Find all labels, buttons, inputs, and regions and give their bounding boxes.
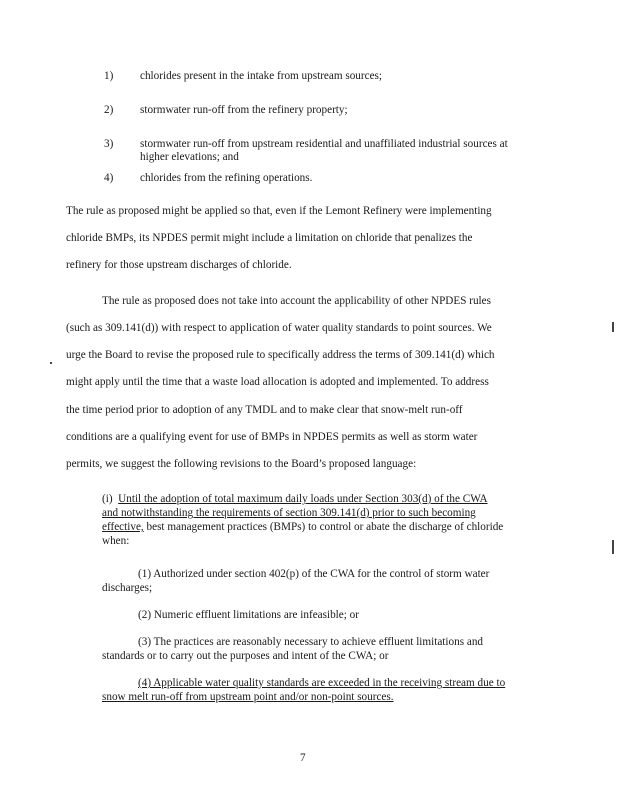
page-number: 7 [300, 752, 306, 764]
scan-artifact [612, 540, 614, 554]
list-item-4-number: 4) [104, 172, 114, 184]
list-item-3-text-line-2: higher elevations; and [140, 151, 239, 163]
clause-i-line-3-rest: best management practices (BMPs) to control or abate the discharge of chloride [143, 521, 504, 533]
paragraph-2-line-2: (such as 309.141(d)) with respect to application of water quality standards to point sources. We [66, 322, 492, 334]
scan-artifact [612, 322, 614, 332]
paragraph-1-line-2: chloride BMPs, its NPDES permit might include a limitation on chloride that penalizes the [66, 232, 473, 244]
paragraph-1-line-3: refinery for those upstream discharges of chloride. [66, 259, 292, 271]
clause-i-inserted-text-3: effective, [102, 521, 144, 533]
clause-i-line-1 [102, 493, 488, 506]
clause-i-label: (i) [102, 493, 113, 505]
list-item-3-text-line-1: stormwater run-off from upstream residential and unaffiliated industrial sources at [140, 138, 508, 150]
clause-i-line-3 [102, 521, 503, 534]
clause-4-line-2: snow melt run-off from upstream point and/or non-point sources. [102, 691, 394, 703]
clause-1-line-2: discharges; [102, 582, 153, 594]
paragraph-2-line-1: The rule as proposed does not take into account the applicability of other NPDES rules [102, 295, 491, 307]
clause-i-inserted-text-1: Until the adoption of total maximum daily loads under Section 303(d) of the CWA [118, 493, 488, 505]
clause-3-line-1: (3) The practices are reasonably necessary to achieve effluent limitations and [138, 636, 484, 648]
paragraph-2-line-4: might apply until the time that a waste load allocation is adopted and implemented. To address [66, 376, 489, 388]
list-item-1-text: chlorides present in the intake from upstream sources; [140, 70, 383, 82]
paragraph-2-line-3: urge the Board to revise the proposed rule to specifically address the terms of 309.141(d) which [66, 349, 495, 361]
clause-2: (2) Numeric effluent limitations are infeasible; or [138, 609, 359, 621]
clause-i-line-4: when: [102, 535, 130, 547]
paragraph-1-line-1: The rule as proposed might be applied so that, even if the Lemont Refinery were implementing [66, 205, 492, 217]
paragraph-2-line-6: conditions are a qualifying event for use of BMPs in NPDES permits as well as storm water [66, 431, 478, 443]
list-item-3-number: 3) [104, 138, 114, 150]
list-item-4-text: chlorides from the refining operations. [140, 172, 313, 184]
list-item-1-number: 1) [104, 70, 114, 82]
scan-artifact [50, 362, 52, 364]
paragraph-2-line-5: the time period prior to adoption of any TMDL and to make clear that snow-melt run-off [66, 404, 463, 416]
list-item-2-text: stormwater run-off from the refinery property; [140, 104, 348, 116]
paragraph-2-line-7: permits, we suggest the following revisions to the Board’s proposed language: [66, 458, 417, 470]
clause-4-line-1: (4) Applicable water quality standards are exceeded in the receiving stream due to [138, 677, 506, 689]
list-item-2-number: 2) [104, 104, 114, 116]
clause-1-line-1: (1) Authorized under section 402(p) of the CWA for the control of storm water [138, 568, 490, 580]
clause-3-line-2: standards or to carry out the purposes and intent of the CWA; or [102, 650, 389, 662]
clause-i-inserted-text-2: and notwithstanding the requirements of section 309.141(d) prior to such becoming [102, 507, 476, 519]
